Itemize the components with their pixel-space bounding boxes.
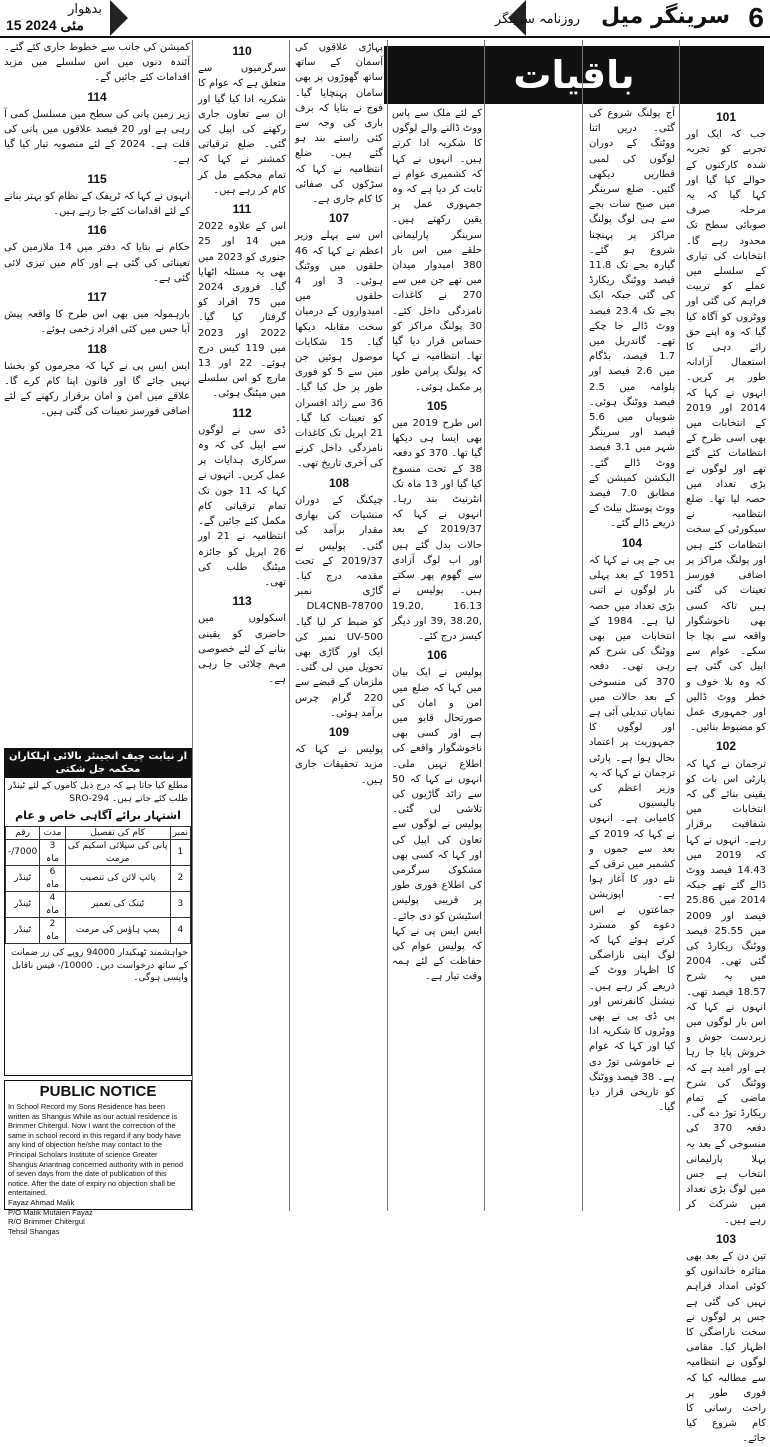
article-text: انہوں نے کہا کہ ٹریفک کے نظام کو بہتر بنانے کے لئے اقدامات کئے جا رہے ہیں۔ (3, 190, 190, 218)
article-number: 114 (87, 89, 107, 104)
page-number: 6 (748, 2, 764, 33)
article-text: جب کہ ایک اور تجربے کو تجربہ شدہ کارکنوں کے حوالے کیا گیا اور کہا گیا کہ یہ مرحلہ صرف صوبائی سطح تک محدود رہے گا۔ انتخابات کی تیاری کے سلسلے میں عملے کو تربیت فراہم کی گئی اور ووٹروں کو آگاہ کیا گیا کہ وہ اپنے حق رائے دہی کا استعمال آزادانہ طور پر کریں۔ انہوں نے کہا کہ 2014 اور 2019 کے انتخابات میں بھی اسی طرح کے انتظامات کئے گئے تھے اور لوگوں نے بڑی تعداد میں حصہ لیا تھا۔ ضلع انتظامیہ نے سیکورٹی کے سخت انتظامات کئے ہیں اور پولنگ مراکز پر اضافی فورسز تعینات کی گئی ہیں تاکہ کسی بھی ناخوشگوار واقعہ سے بچا جا سکے۔ عوام سے اپیل کی گئی ہے کہ وہ بلا خوف و خطر ووٹ ڈالیں اور جمہوری عمل کو مضبوط بنائیں۔ (686, 129, 766, 734)
table-cell: 6 ماہ (40, 866, 66, 892)
article-text: تین دن کے بعد بھی متاثرہ خاندانوں کو کوئی امداد فراہم نہیں کی گئی ہے جس پر لوگوں نے سخت ناراضگی کا اظہار کیا۔ مقامی لوگوں نے انتظامیہ سے مطالبہ کیا کہ فوری طور پر راحت رسانی کا کام شروع کیا جائے۔ (686, 1251, 766, 1445)
notice-signature-residence: R/O Brimmer Chitergul (8, 1217, 85, 1227)
article-text: سرگرمیوں سے متعلق ہے کہ عوام کا شکریہ ادا کیا گیا اور ان سے تعاون جاری رکھنے کی اپیل کی گئی۔ ضلع ترقیاتی کمشنر نے کہا کہ تمام محکمے مل کر کام کر رہے ہیں۔ (198, 63, 286, 196)
article-number: 117 (87, 290, 107, 305)
article-text: اس طرح 2019 میں بھی ایسا ہی دیکھا گیا تھا۔ 370 کو دفعہ 38 کے تحت منسوخ کیا گیا اور 13 ماہ تک انٹرنیٹ بند رہا۔ انہوں نے کہا کہ 2019/37 کے بعد حالات بدل گئے ہیں اور اب لوگ آزادی سے گھوم پھر سکتے ہیں۔ پولیس نے 16.13 ,19.20 ,38.20 ,39 اور دیگر کیسز درج کئے۔ (392, 418, 483, 642)
table-cell: نمبر (170, 826, 190, 840)
table-cell: ٹینک کی تعمیر (65, 892, 170, 918)
table-row (6, 866, 191, 892)
article-number: 103 (715, 1231, 737, 1246)
table-cell: 7000/- (6, 840, 40, 866)
article-text: ایس ایس پی نے کہا کہ مجرموں کو بخشا نہیں جائے گا اور قانون اپنا کام کرے گا۔ علاقے میں امن و امان برقرار رکھنے کے لئے اضافی فورسز تعینات کی گئی ہیں۔ (4, 360, 190, 418)
table-row (6, 840, 191, 866)
table-cell: پائپ لائن کی تنصیب (65, 866, 170, 892)
article-text: کے لئے ملک سے پاس ووٹ ڈالنے والے لوگوں کا شکریہ ادا کرتے ہیں۔ انہوں نے کہا کہ کشمیری عوام نے ثابت کر دیا ہے کہ وہ جمہوری عمل پر یقین رکھتے ہیں۔ سرینگر پارلیمانی حلقے میں اس بار 380 امیدوار میدان میں تھے جن میں سے 270 نے کاغذات نامزدگی داخل کئے۔ 30 پولنگ مراکز کو حساس قرار دیا گیا تھا۔ انتظامیہ نے کہا کہ پولنگ پرامن طور پر مکمل ہوئی۔ (392, 108, 482, 393)
article-text: اس سے پہلے وزیر اعظم نے کہا کہ 46 حلقوں میں ووٹنگ ہوئی۔ 3 اور 4 حلقوں میں امیدواروں کے درمیان سخت مقابلہ دیکھا گیا۔ 15 شکایات موصول ہوئیں جن میں سے 5 کو فوری طور پر حل کیا گیا۔ 36 سے زائد افسران کو تعینات کیا گیا۔ 21 اپریل تک کاغذات نامزدگی داخل کرنے کی آخری تاریخ تھی۔ (295, 230, 383, 470)
article-text: اسکولوں میں حاضری کو یقینی بنانے کے لئے خصوصی مہم چلائی جا رہی ہے۔ (198, 613, 286, 686)
public-notice (4, 1080, 192, 1236)
article-number: 109 (328, 724, 350, 739)
column-2 (589, 106, 675, 1211)
paper-type-label: روزنامہ سرینگر (494, 12, 580, 27)
classified-ad (4, 748, 192, 1076)
article-text: کمیشن کی جانب سے خطوط جاری کئے گئے۔ آئندہ دنوں میں اس سلسلے میں مزید اقدامات کئے جائیں گے۔ (4, 42, 190, 84)
column-4 (295, 40, 383, 1211)
issue-date: 15 مئی 2024 (6, 17, 84, 33)
article-text: پولیس نے ایک بیان میں کہا کہ ضلع میں امن و امان کی صورتحال قابو میں ہے اور کسی بھی ناخوشگوار واقعے کی اطلاع نہیں ملی۔ انہوں نے کہا کہ 50 سے زائد گاڑیوں کی تلاشی لی گئی۔ پولیس نے لوگوں سے تعاون کی اپیل کی اور کہا کہ کسی بھی مشکوک سرگرمی کی اطلاع فوری طور پر قریبی پولیس اسٹیشن کو دی جائے۔ ایس ایس پی نے کہا کہ پولیس عوام کی حفاظت کے لئے ہمہ وقت تیار ہے۔ (392, 667, 482, 983)
table-cell: پمپ ہاؤس کی مرمت (65, 918, 170, 944)
article-text: بارہمولہ میں بھی اس طرح کا واقعہ پیش آیا جس میں کئی افراد زخمی ہوئے۔ (4, 309, 190, 336)
article-text: زیر زمین پانی کی سطح میں مسلسل کمی آ رہی ہے اور 20 فیصد علاقوں میں پانی کی قلت ہے۔ 2024 کے لئے منصوبہ تیار کیا گیا ہے۔ (4, 108, 190, 166)
table-row (6, 826, 191, 840)
date-block (6, 2, 102, 34)
table-cell: 3 (170, 892, 190, 918)
ad-table (5, 826, 191, 945)
article-text: پہاڑی علاقوں کی آسمان کے ساتھ ساتھ گھوڑوں پر بھی سامان پہنچایا گیا۔ فوج نے بتایا کہ برف باری کی وجہ سے کئی راستے بند ہو گئے ہیں۔ ضلع انتظامیہ نے کہا کہ سڑکوں کی صفائی کا کام جاری ہے۔ (295, 42, 383, 206)
article-number: 108 (328, 475, 350, 490)
article-number: 107 (328, 211, 350, 226)
article-text: اس کے علاوہ 2022 میں 14 اور 25 جنوری کو 2023 میں بھی یہ مسئلہ اٹھایا گیا۔ فروری 2024 میں 75 افراد کو گرفتار کیا گیا۔ 2022 اور 2023 میں 119 کیس درج ہوئے۔ 22 اور 13 مارچ کو اس سلسلے میں میٹنگ ہوئی۔ (198, 221, 287, 400)
table-cell: ٹینڈر (6, 918, 40, 944)
article-number: 111 (232, 202, 252, 217)
table-cell: 4 (170, 918, 190, 944)
table-cell: کام کی تفصیل (65, 826, 170, 840)
article-text: پولیس نے کہا کہ مزید تحقیقات جاری ہیں۔ (295, 744, 383, 786)
notice-title: PUBLIC NOTICE (39, 1083, 157, 1100)
arrow-left-icon (110, 0, 130, 36)
table-cell: 4 ماہ (40, 892, 66, 918)
table-cell: مدت (40, 826, 66, 840)
table-row (6, 918, 191, 944)
article-number: 105 (426, 398, 448, 413)
ad-footer: خواہشمند ٹھیکیدار 94000 روپے کی زر ضمانت کے ساتھ درخواست دیں۔ 10000/- فیس ناقابل واپسی ہوگی۔ (11, 948, 188, 983)
article-number: 101 (715, 110, 737, 124)
notice-signature-tehsil: Tehsil Shangas (8, 1226, 60, 1236)
article-number: 118 (87, 341, 107, 356)
table-cell: ٹینڈر (6, 866, 40, 892)
article-text: حکام نے بتایا کہ دفتر میں 14 ملازمین کی تعیناتی کی گئی ہے اور کام میں تیزی لائی گئی ہے۔ (4, 242, 191, 284)
column-1 (686, 106, 766, 1445)
article-text: آج پولنگ شروع کی گئی۔ دریں اثنا ووٹنگ کے دوران لوگوں کی لمبی قطاریں دیکھی گئیں۔ ضلع سرینگر میں صبح سات بجے سے ہی لوگ پولنگ مراکز پر پہنچنا شروع ہو گئے۔ گیارہ بجے تک 11.8 فیصد ووٹنگ ریکارڈ کی گئی جبکہ ایک بجے تک 23.4 فیصد ووٹ ڈالے جا چکے تھے۔ گاندربل میں 1.7 فیصد، بڈگام میں 2.6 فیصد اور پلوامہ میں 2.5 فیصد ووٹنگ ہوئی۔ شوپیاں میں 5.6 فیصد اور سرینگر شہر میں 3.1 فیصد ووٹ ڈالے گئے۔ الیکشن کمیشن کے مطابق 7.0 فیصد ووٹ پوسٹل بیلٹ کے ذریعے ڈالے گئے۔ (589, 108, 675, 530)
column-3 (392, 106, 482, 1211)
article-text: ڈی سی نے لوگوں سے اپیل کی کہ وہ سرکاری ہدایات پر عمل کریں۔ انہوں نے کہا کہ 11 جون تک تمام ترقیاتی کام مکمل کئے جائیں گے۔ انتظامیہ نے 21 اور 26 اپریل کو جائزہ میٹنگ طلب کی تھی۔ (198, 424, 287, 588)
masthead (0, 0, 770, 38)
article-number: 112 (232, 405, 252, 420)
article-number: 102 (715, 739, 737, 754)
column-5 (198, 40, 286, 1211)
table-cell: 2 (170, 866, 190, 892)
ad-head: از نیابت چیف انجینئر بالائی اہلکاران محکمہ جل شکتی (5, 749, 191, 778)
column-6 (4, 40, 190, 745)
table-row (6, 892, 191, 918)
notice-signature-parent: P/O Malik Mutaien Fayaz (8, 1207, 93, 1217)
article-number: 106 (426, 648, 448, 663)
table-cell: ٹینڈر (6, 892, 40, 918)
table-cell: 2 ماہ (40, 918, 66, 944)
table-cell: پانی کی سپلائی اسکیم کی مرمت (65, 840, 170, 866)
ad-intro: مطلع کیا جاتا ہے کہ درج ذیل کاموں کے لئے ٹینڈر طلب کئے جاتے ہیں۔ SRO-294 (8, 781, 188, 804)
article-text: ترجمان نے کہا کہ پارٹی اس بات کو یقینی بنائے گی کہ انتخابات میں شفافیت برقرار رہے۔ انہوں نے کہا کہ 2019 میں 14.43 فیصد ووٹ ڈالے گئے تھے جبکہ 2014 میں 25.86 فیصد اور 2009 میں 25.55 فیصد ووٹنگ ریکارڈ کی گئی تھی۔ 2004 میں یہ شرح 18.57 فیصد تھی۔ انہوں نے کہا کہ اس بار لوگوں میں زبردست جوش و خروش پایا جا رہا ہے اور امید ہے کہ ووٹنگ کی شرح ماضی کے تمام ریکارڈ توڑ دے گی۔ دفعہ 370 کی منسوخی کے بعد یہ پہلا پارلیمانی انتخاب ہے جس میں لوگ بڑی تعداد میں شرکت کر رہے ہیں۔ (686, 758, 766, 1226)
table-cell: 3 ماہ (40, 840, 66, 866)
article-number: 110 (232, 44, 252, 58)
article-number: 115 (87, 171, 107, 186)
section-banner: باقیات (384, 46, 764, 104)
issue-day: بدھوار (68, 2, 102, 17)
article-number: 113 (232, 594, 252, 609)
ad-title: اشتہار برائے آگاہی خاص و عام (15, 809, 181, 822)
table-cell: رقم (6, 826, 40, 840)
article-text: چیکنگ کے دوران منشیات کی بھاری مقدار برآمد کی گئی۔ پولیس نے 2019/37 کے تحت مقدمہ درج کیا۔ گاڑی نمبر DL4CNB-78700 کو ضبط کر لیا گیا۔ UV-500 نمبر کی ایک اور گاڑی بھی تحویل میں لی گئی۔ ملزمان کے قبضے سے 220 گرام چرس برآمد ہوئی۔ (295, 494, 383, 719)
paper-name: سرینگر میل (601, 4, 730, 29)
notice-body: In School Record my Sons Residence has been written as Shangus While as our actual residence is Brimmer Chitergul. Now I want the correction of the same in school record in this regard if any body have any kind of objection he/she may contact to the Principal Scholars Institute of science Greater Shangus Anantnag concerned authority with in period of seven days from the date of publication of this notice. After the date of expiry no objection shall be entertained. (8, 1102, 184, 1198)
table-cell: 1 (170, 840, 190, 866)
notice-signature-name: Fayaz Ahmad Malik (8, 1197, 75, 1207)
article-number: 104 (621, 535, 643, 550)
article-text: بی جے پی نے کہا کہ 1951 کے بعد پہلی بار لوگوں نے اتنی بڑی تعداد میں حصہ لیا ہے۔ 1984 کے انتخابات میں بھی ووٹنگ کی شرح کم رہی تھی۔ دفعہ 370 کی منسوخی کے بعد حالات میں نمایاں تبدیلی آئی ہے اور لوگوں کا جمہوریت پر اعتماد بحال ہوا ہے۔ پارٹی ترجمان نے کہا کہ یہ وزیر اعظم کی پالیسیوں کی کامیابی ہے۔ انہوں نے کہا کہ 2019 کے بعد سے جموں و کشمیر میں ترقی کے نئے دور کا آغاز ہوا ہے۔ اپوزیشن جماعتوں نے اس دعوے کو مسترد کرتے ہوئے کہا کہ لوگ اپنی ناراضگی کا اظہار ووٹ کے ذریعے کر رہے ہیں۔ نیشنل کانفرنس اور پی ڈی پی نے بھی ووٹروں کا شکریہ ادا کیا اور کہا کہ عوام نے خاموشی توڑ دی ہے۔ 38 فیصد ووٹنگ کو تاریخی قرار دیا گیا۔ (589, 554, 675, 1114)
article-number: 116 (87, 223, 107, 238)
